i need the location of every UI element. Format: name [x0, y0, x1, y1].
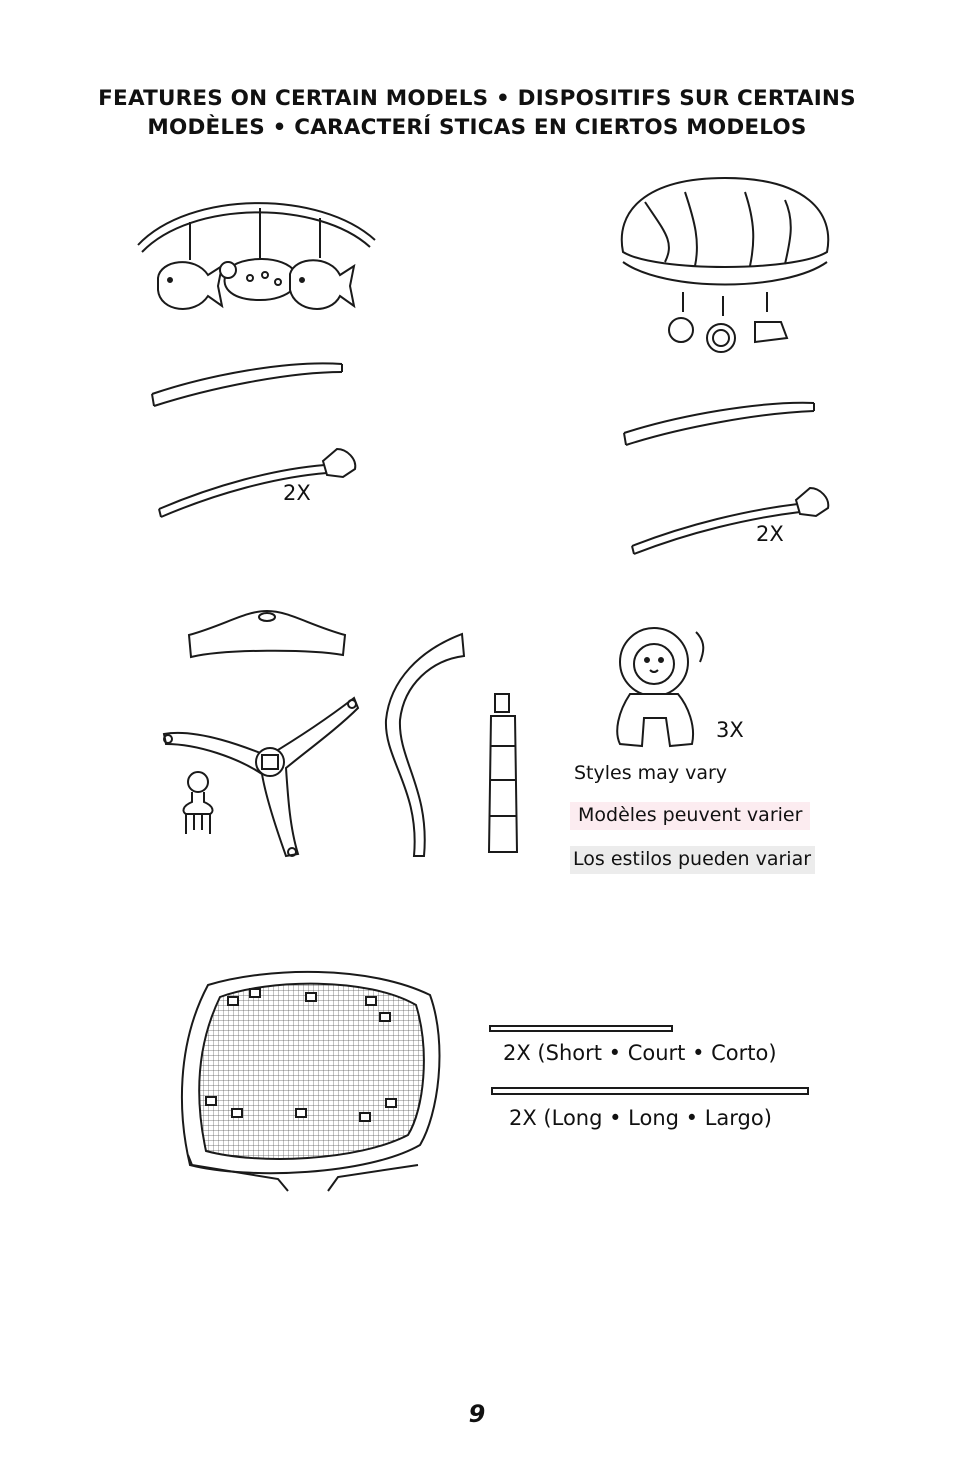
styles-note-fr-text: Modèles peuvent varier — [570, 802, 810, 830]
page-number: 9 — [468, 1400, 486, 1428]
mobile-arch-with-toys-illustration — [130, 190, 390, 330]
long-rod-illustration — [490, 1086, 810, 1098]
hub-cover-illustration — [185, 605, 350, 665]
quantity-2x-right: 2X — [756, 522, 784, 546]
curved-seat-frame-illustration — [380, 630, 470, 860]
short-rod-illustration — [488, 1024, 674, 1034]
styles-note-en: Styles may vary — [574, 762, 728, 784]
short-rod-label: 2X (Short • Court • Corto) — [503, 1041, 777, 1065]
mesh-seat-pad-illustration — [168, 965, 448, 1195]
upright-post-illustration — [483, 690, 523, 860]
styles-note-fr — [570, 804, 810, 826]
peg-connector-illustration — [172, 768, 222, 838]
long-rod-label: 2X (Long • Long • Largo) — [509, 1106, 772, 1130]
canopy-with-toys-illustration — [615, 172, 835, 372]
curved-tube-left-illustration — [148, 350, 348, 410]
styles-note-es-text: Los estilos pueden variar — [570, 846, 815, 874]
title-line-2: MODÈLES • CARACTERÍ STICAS EN CIERTOS MODELOS — [147, 115, 807, 140]
title-line-1: FEATURES ON CERTAIN MODELS • DISPOSITIFS SUR CERTAINS — [98, 86, 856, 111]
lion-toy-illustration — [608, 622, 713, 752]
quantity-2x-left: 2X — [283, 481, 311, 505]
curved-tube-right-illustration — [620, 393, 820, 449]
page-title — [60, 84, 894, 142]
quantity-3x: 3X — [716, 718, 744, 742]
leg-tube-left-illustration — [155, 445, 365, 525]
styles-note-es — [570, 848, 815, 870]
leg-tube-right-illustration — [628, 482, 838, 562]
